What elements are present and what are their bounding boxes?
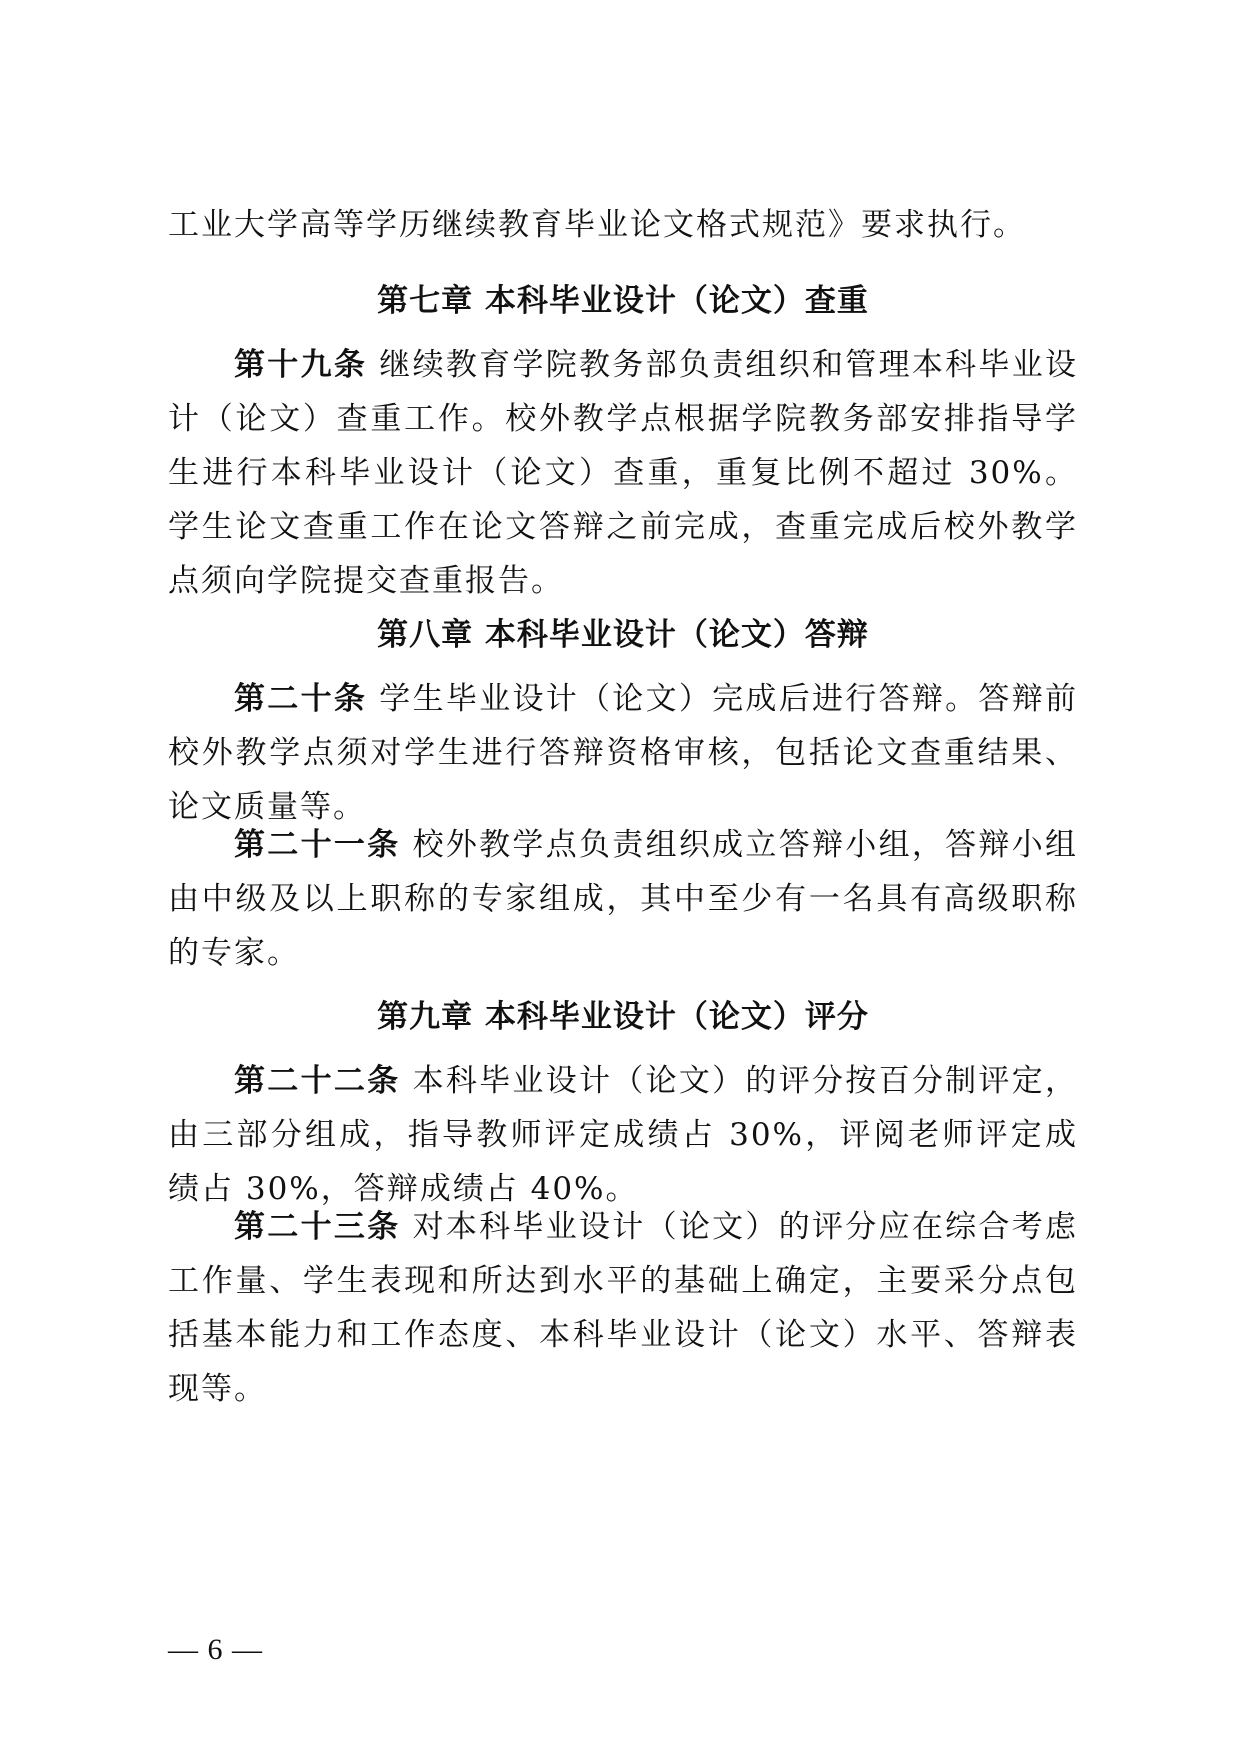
article-23-text: 对本科毕业设计（论文）的评分应在综合考虑工作量、学生表现和所达到水平的基础上确定，主要采分点包括基本能力和工作态度、本科毕业设计（论文）水平、答辩表现等。: [168, 1209, 1079, 1407]
page-number: — 6 —: [168, 1633, 263, 1666]
article-19: [168, 338, 1078, 608]
article-22-text: 本科毕业设计（论文）的评分按百分制评定，由三部分组成，指导教师评定成绩占 30%，评阅老师评定成绩占 30%，答辩成绩占 40%。: [168, 1063, 1079, 1207]
article-20-text: 学生毕业设计（论文）完成后进行答辩。答辩前校外教学点须对学生进行答辩资格审核，包括论文查重结果、论文质量等。: [168, 681, 1079, 825]
chapter-7-title: 第七章 本科毕业设计（论文）查重: [377, 283, 869, 319]
article-20-label: 第二十条: [234, 681, 368, 717]
article-19-label: 第十九条: [234, 347, 368, 383]
intro-text: 工业大学高等学历继续教育毕业论文格式规范》要求执行。: [168, 207, 1026, 243]
article-23: [168, 1200, 1078, 1416]
article-19-text: 继续教育学院教务部负责组织和管理本科毕业设计（论文）查重工作。校外教学点根据学院教务部安排指导学生进行本科毕业设计（论文）查重，重复比例不超过 30%。学生论文查重工作在论文答辩之前完成，查重完成后校外教学点须向学院提交查重报告。: [168, 347, 1079, 599]
article-21-text: 校外教学点负责组织成立答辩小组，答辩小组由中级及以上职称的专家组成，其中至少有一名具有高级职称的专家。: [168, 827, 1079, 971]
article-21-label: 第二十一条: [234, 827, 401, 863]
chapter-8-title: 第八章 本科毕业设计（论文）答辩: [377, 617, 869, 653]
article-23-label: 第二十三条: [234, 1209, 401, 1245]
article-21: [168, 818, 1078, 980]
article-20: [168, 672, 1078, 834]
article-22: [168, 1054, 1078, 1216]
chapter-9-title: 第九章 本科毕业设计（论文）评分: [377, 999, 869, 1035]
article-22-label: 第二十二条: [234, 1063, 401, 1099]
intro-paragraph: [168, 198, 1078, 252]
